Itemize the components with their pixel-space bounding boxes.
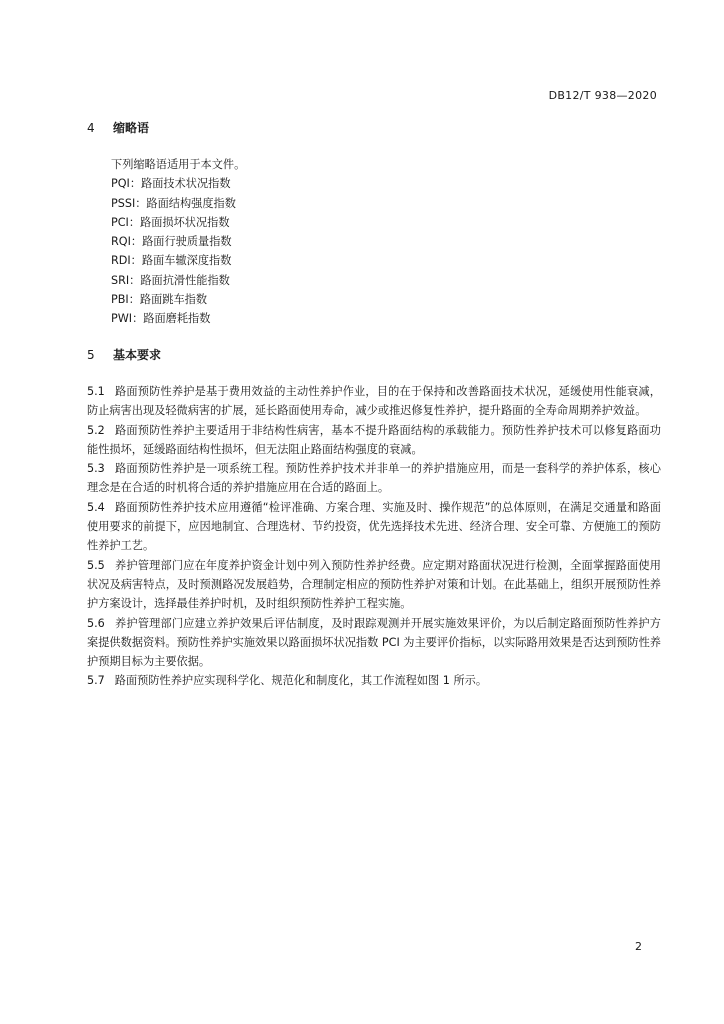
section-4-title: 缩略语 — [113, 121, 150, 135]
standard-code: DB12/T 938—2020 — [548, 89, 657, 102]
page-number: 2 — [635, 940, 642, 953]
section-4-number: 4 — [87, 121, 95, 135]
abbreviation-item: PWI：路面磨耗指数 — [111, 312, 211, 326]
abbreviation-intro: 下列缩略语适用于本文件。 — [111, 158, 246, 171]
clause-text: 养护管理部门应在年度养护资金计划中列入预防性养护经费。应定期对路面状况进行检测，全面掌握路面使用状况及病害特点，及时预测路况发展趋势，合理制定相应的预防性养护对策和计划。在此基础上，组织开展预防性养护方案设计，选择最佳养护时机，及时组织预防性养护工程实施。 — [87, 558, 661, 611]
section-5-number: 5 — [87, 348, 95, 362]
abbreviation-item: RQI：路面行驶质量指数 — [111, 235, 232, 249]
abbreviation-list — [111, 155, 671, 329]
section-5-title: 基本要求 — [113, 348, 162, 362]
clause-text: 路面预防性养护是基于费用效益的主动性养护作业，目的在于保持和改善路面技术状况，延缓使用性能衰减，防止病害出现及轻微病害的扩展，延长路面使用寿命，减少或推迟修复性养护，提升路面的全寿命周期养护效益。 — [87, 385, 661, 418]
clause-5-3 — [87, 459, 661, 498]
abbreviation-item: PCI：路面损坏状况指数 — [111, 215, 230, 229]
clause-5-1 — [87, 382, 661, 421]
abbreviation-item: PQI：路面技术状况指数 — [111, 177, 231, 191]
abbreviation-item: PSSI：路面结构强度指数 — [111, 196, 236, 210]
clause-number: 5.5 — [87, 558, 105, 572]
clause-5-6 — [87, 614, 661, 672]
clause-list — [87, 382, 661, 691]
clause-text: 路面预防性养护主要适用于非结构性病害，基本不提升路面结构的承载能力。预防性养护技术可以修复路面功能性损坏，延缓路面结构性损坏，但无法阻止路面结构强度的衰减。 — [87, 423, 661, 456]
clause-number: 5.1 — [87, 385, 105, 398]
clause-text: 路面预防性养护应实现科学化、规范化和制度化，其工作流程如图 1 所示。 — [114, 674, 488, 688]
clause-5-4 — [87, 498, 661, 556]
clause-5-7 — [87, 671, 661, 690]
clause-number: 5.7 — [87, 674, 105, 688]
section-4-heading — [87, 119, 149, 136]
clause-text: 路面预防性养护技术应用遵循“检评准确、方案合理、实施及时、操作规范”的总体原则，在满足交通量和路面使用要求的前提下，应因地制宜、合理选材、节约投资，优先选择技术先进、经济合理、安全可靠、方便施工的预防性养护工艺。 — [87, 500, 661, 553]
clause-5-5 — [87, 556, 661, 614]
clause-5-2 — [87, 421, 661, 460]
abbreviation-item: RDI：路面车辙深度指数 — [111, 254, 232, 268]
clause-number: 5.3 — [87, 462, 105, 476]
section-5-heading — [87, 346, 161, 363]
abbreviation-item: PBI：路面跳车指数 — [111, 293, 208, 307]
abbreviation-item: SRI：路面抗滑性能指数 — [111, 273, 230, 287]
clause-number: 5.2 — [87, 423, 105, 437]
clause-number: 5.4 — [87, 500, 105, 514]
clause-text: 路面预防性养护是一项系统工程。预防性养护技术并非单一的养护措施应用，而是一套科学的养护体系，核心理念是在合适的时机将合适的养护措施应用在合适的路面上。 — [87, 462, 661, 495]
clause-number: 5.6 — [87, 616, 105, 630]
clause-text: 养护管理部门应建立养护效果后评估制度，及时跟踪观测并开展实施效果评价，为以后制定路面预防性养护方案提供数据资料。预防性养护实施效果以路面损坏状况指数 PCI 为主要评价指标，以实际路用效果是否达到预防性养护预期目标为主要依据。 — [87, 616, 661, 669]
